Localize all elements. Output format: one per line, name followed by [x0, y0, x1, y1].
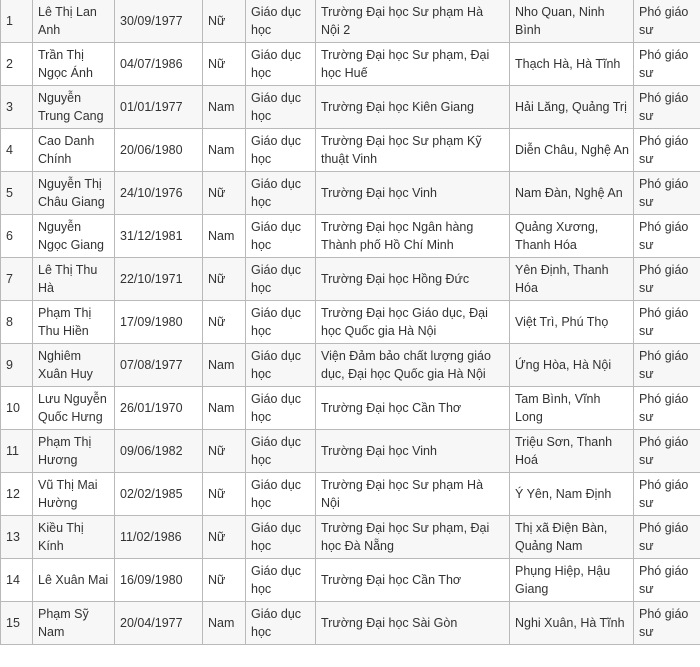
field-of-study-cell: Giáo dục học	[246, 86, 316, 129]
institution-cell: Trường Đại học Sư phạm Kỹ thuật Vinh	[316, 129, 510, 172]
hometown-cell: Quảng Xương, Thanh Hóa	[510, 215, 634, 258]
row-number-cell: 11	[1, 430, 33, 473]
field-of-study-cell: Giáo dục học	[246, 301, 316, 344]
academic-title-cell: Phó giáo sư	[634, 559, 700, 602]
table-row	[1, 0, 700, 43]
table-row	[1, 344, 700, 387]
full-name-cell: Vũ Thị Mai Hường	[33, 473, 115, 516]
field-of-study-cell: Giáo dục học	[246, 172, 316, 215]
row-number-cell: 9	[1, 344, 33, 387]
birth-date-cell: 22/10/1971	[115, 258, 203, 301]
hometown-cell: Việt Trì, Phú Thọ	[510, 301, 634, 344]
academic-title-cell: Phó giáo sư	[634, 0, 700, 43]
institution-cell: Trường Đại học Sư phạm Hà Nội 2	[316, 0, 510, 43]
birth-date-cell: 20/04/1977	[115, 602, 203, 645]
field-of-study-cell: Giáo dục học	[246, 602, 316, 645]
institution-cell: Viện Đảm bảo chất lượng giáo dục, Đại học Quốc gia Hà Nội	[316, 344, 510, 387]
row-number-cell: 12	[1, 473, 33, 516]
birth-date-cell: 31/12/1981	[115, 215, 203, 258]
full-name-cell: Phạm Thị Thu Hiền	[33, 301, 115, 344]
hometown-cell: Yên Định, Thanh Hóa	[510, 258, 634, 301]
full-name-cell: Kiều Thị Kính	[33, 516, 115, 559]
table-row	[1, 43, 700, 86]
full-name-cell: Lê Thị Thu Hà	[33, 258, 115, 301]
field-of-study-cell: Giáo dục học	[246, 43, 316, 86]
gender-cell: Nữ	[203, 258, 246, 301]
hometown-cell: Triệu Sơn, Thanh Hoá	[510, 430, 634, 473]
hometown-cell: Ý Yên, Nam Định	[510, 473, 634, 516]
academic-title-cell: Phó giáo sư	[634, 301, 700, 344]
gender-cell: Nam	[203, 602, 246, 645]
row-number-cell: 6	[1, 215, 33, 258]
academic-title-cell: Phó giáo sư	[634, 215, 700, 258]
field-of-study-cell: Giáo dục học	[246, 516, 316, 559]
birth-date-cell: 02/02/1985	[115, 473, 203, 516]
institution-cell: Trường Đại học Giáo dục, Đại học Quốc gia Hà Nội	[316, 301, 510, 344]
institution-cell: Trường Đại học Sư phạm, Đại học Đà Nẵng	[316, 516, 510, 559]
institution-cell: Trường Đại học Sài Gòn	[316, 602, 510, 645]
birth-date-cell: 24/10/1976	[115, 172, 203, 215]
academic-title-cell: Phó giáo sư	[634, 473, 700, 516]
full-name-cell: Trần Thị Ngọc Ánh	[33, 43, 115, 86]
full-name-cell: Nguyễn Trung Cang	[33, 86, 115, 129]
institution-cell: Trường Đại học Ngân hàng Thành phố Hồ Chí Minh	[316, 215, 510, 258]
row-number-cell: 2	[1, 43, 33, 86]
academic-title-cell: Phó giáo sư	[634, 602, 700, 645]
hometown-cell: Hải Lăng, Quảng Trị	[510, 86, 634, 129]
full-name-cell: Lê Xuân Mai	[33, 559, 115, 602]
table-row	[1, 430, 700, 473]
table-row	[1, 602, 700, 645]
row-number-cell: 7	[1, 258, 33, 301]
hometown-cell: Phụng Hiệp, Hậu Giang	[510, 559, 634, 602]
academic-title-cell: Phó giáo sư	[634, 129, 700, 172]
table-row	[1, 129, 700, 172]
academic-title-cell: Phó giáo sư	[634, 43, 700, 86]
birth-date-cell: 26/01/1970	[115, 387, 203, 430]
birth-date-cell: 04/07/1986	[115, 43, 203, 86]
academic-title-cell: Phó giáo sư	[634, 516, 700, 559]
field-of-study-cell: Giáo dục học	[246, 0, 316, 43]
full-name-cell: Nghiêm Xuân Huy	[33, 344, 115, 387]
institution-cell: Trường Đại học Vinh	[316, 172, 510, 215]
hometown-cell: Tam Bình, Vĩnh Long	[510, 387, 634, 430]
gender-cell: Nam	[203, 129, 246, 172]
field-of-study-cell: Giáo dục học	[246, 344, 316, 387]
gender-cell: Nữ	[203, 43, 246, 86]
gender-cell: Nữ	[203, 430, 246, 473]
field-of-study-cell: Giáo dục học	[246, 215, 316, 258]
full-name-cell: Lưu Nguyễn Quốc Hưng	[33, 387, 115, 430]
row-number-cell: 10	[1, 387, 33, 430]
row-number-cell: 1	[1, 0, 33, 43]
birth-date-cell: 16/09/1980	[115, 559, 203, 602]
institution-cell: Trường Đại học Sư phạm Hà Nội	[316, 473, 510, 516]
table-row	[1, 559, 700, 602]
birth-date-cell: 20/06/1980	[115, 129, 203, 172]
institution-cell: Trường Đại học Hồng Đức	[316, 258, 510, 301]
table-body	[1, 0, 700, 645]
gender-cell: Nữ	[203, 516, 246, 559]
row-number-cell: 14	[1, 559, 33, 602]
gender-cell: Nam	[203, 215, 246, 258]
table-row	[1, 516, 700, 559]
table-row	[1, 86, 700, 129]
birth-date-cell: 30/09/1977	[115, 0, 203, 43]
institution-cell: Trường Đại học Cần Thơ	[316, 387, 510, 430]
row-number-cell: 4	[1, 129, 33, 172]
gender-cell: Nam	[203, 86, 246, 129]
field-of-study-cell: Giáo dục học	[246, 258, 316, 301]
table-row	[1, 387, 700, 430]
gender-cell: Nam	[203, 387, 246, 430]
birth-date-cell: 07/08/1977	[115, 344, 203, 387]
academic-title-cell: Phó giáo sư	[634, 344, 700, 387]
hometown-cell: Nho Quan, Ninh Bình	[510, 0, 634, 43]
field-of-study-cell: Giáo dục học	[246, 129, 316, 172]
hometown-cell: Nam Đàn, Nghệ An	[510, 172, 634, 215]
birth-date-cell: 11/02/1986	[115, 516, 203, 559]
table-row	[1, 172, 700, 215]
hometown-cell: Nghi Xuân, Hà Tĩnh	[510, 602, 634, 645]
hometown-cell: Thị xã Điện Bàn, Quảng Nam	[510, 516, 634, 559]
field-of-study-cell: Giáo dục học	[246, 559, 316, 602]
table-row	[1, 473, 700, 516]
birth-date-cell: 17/09/1980	[115, 301, 203, 344]
academic-title-cell: Phó giáo sư	[634, 86, 700, 129]
full-name-cell: Phạm Sỹ Nam	[33, 602, 115, 645]
table-row	[1, 258, 700, 301]
gender-cell: Nữ	[203, 559, 246, 602]
gender-cell: Nam	[203, 344, 246, 387]
hometown-cell: Diễn Châu, Nghệ An	[510, 129, 634, 172]
row-number-cell: 8	[1, 301, 33, 344]
gender-cell: Nữ	[203, 0, 246, 43]
field-of-study-cell: Giáo dục học	[246, 430, 316, 473]
table-row	[1, 215, 700, 258]
gender-cell: Nữ	[203, 301, 246, 344]
table-row	[1, 301, 700, 344]
full-name-cell: Phạm Thị Hương	[33, 430, 115, 473]
institution-cell: Trường Đại học Sư phạm, Đại học Huế	[316, 43, 510, 86]
institution-cell: Trường Đại học Vinh	[316, 430, 510, 473]
field-of-study-cell: Giáo dục học	[246, 473, 316, 516]
academic-title-cell: Phó giáo sư	[634, 387, 700, 430]
institution-cell: Trường Đại học Kiên Giang	[316, 86, 510, 129]
institution-cell: Trường Đại học Cần Thơ	[316, 559, 510, 602]
birth-date-cell: 09/06/1982	[115, 430, 203, 473]
full-name-cell: Cao Danh Chính	[33, 129, 115, 172]
birth-date-cell: 01/01/1977	[115, 86, 203, 129]
hometown-cell: Thạch Hà, Hà Tĩnh	[510, 43, 634, 86]
academic-title-cell: Phó giáo sư	[634, 258, 700, 301]
row-number-cell: 3	[1, 86, 33, 129]
row-number-cell: 13	[1, 516, 33, 559]
field-of-study-cell: Giáo dục học	[246, 387, 316, 430]
row-number-cell: 5	[1, 172, 33, 215]
hometown-cell: Ứng Hòa, Hà Nội	[510, 344, 634, 387]
gender-cell: Nữ	[203, 473, 246, 516]
full-name-cell: Lê Thị Lan Anh	[33, 0, 115, 43]
academic-title-cell: Phó giáo sư	[634, 172, 700, 215]
full-name-cell: Nguyễn Thị Châu Giang	[33, 172, 115, 215]
gender-cell: Nữ	[203, 172, 246, 215]
academic-title-cell: Phó giáo sư	[634, 430, 700, 473]
row-number-cell: 15	[1, 602, 33, 645]
full-name-cell: Nguyễn Ngọc Giang	[33, 215, 115, 258]
